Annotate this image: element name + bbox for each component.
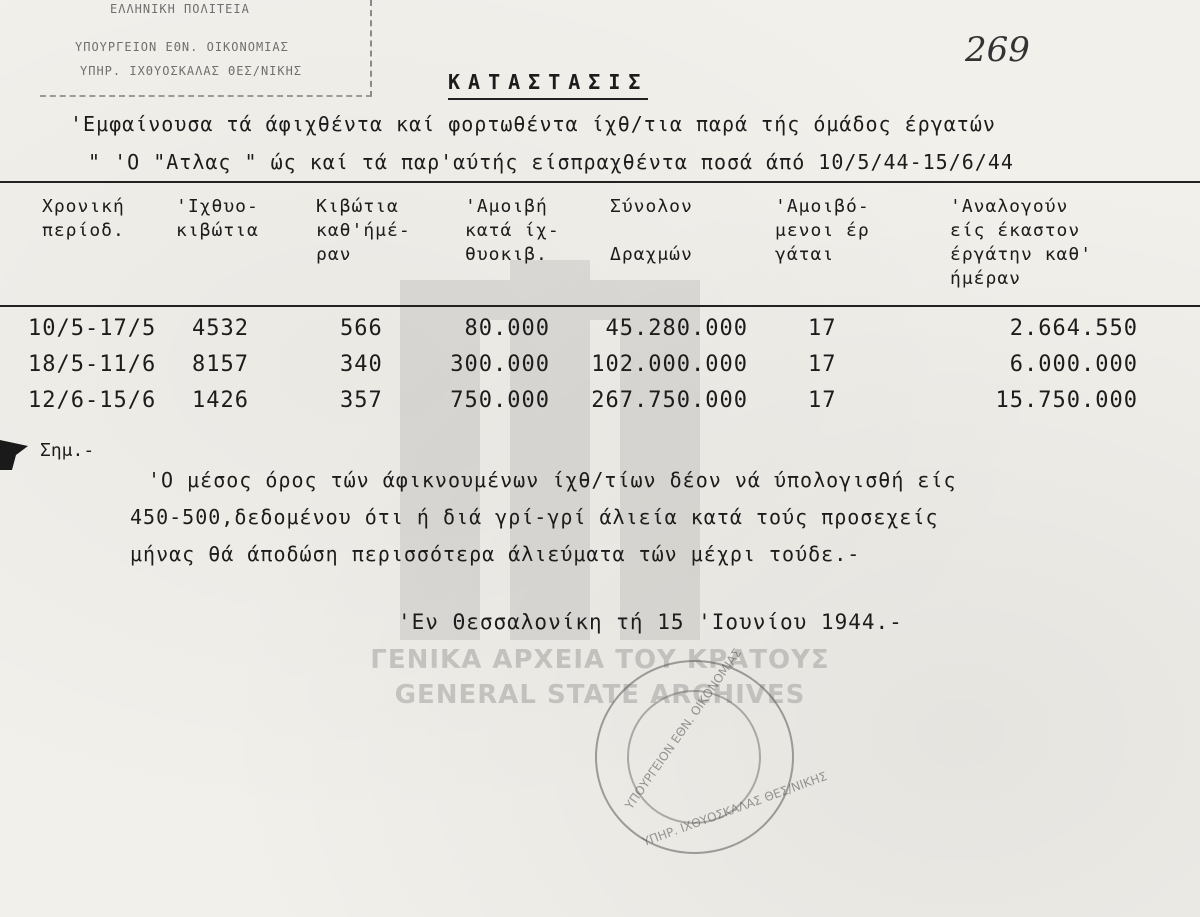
table-cell: 2.664.550 (1009, 316, 1138, 341)
table-cell: 12/6-15/6 (28, 388, 157, 413)
table-cell: 8157 (192, 352, 249, 377)
subtitle-line-1: 'Εμφαίνουσα τά άφιχθέντα καί φορτωθέντα ίχθ/τια παρά τής όμάδος έργατών (70, 112, 996, 136)
table-cell: 267.750.000 (591, 388, 748, 413)
archive-logo-watermark (380, 240, 780, 660)
table-cell: 750.000 (450, 388, 550, 413)
table-cell: 18/5-11/6 (28, 352, 157, 377)
note-line-2: 450-500,δεδομένου ότι ή διά γρί-γρί άλιεία κατά τούς προσεχείς (130, 505, 939, 529)
table-cell: 4532 (192, 316, 249, 341)
table-cell: 357 (340, 388, 383, 413)
seal-text-bottom: ΥΠΗΡ. ΙΧΘΥΟΣΚΑΛΑΣ ΘΕΣ/ΝΙΚΗΣ (640, 769, 829, 849)
table-cell: 6.000.000 (1009, 352, 1138, 377)
header-stamp (40, 0, 372, 97)
table-cell: 80.000 (464, 316, 550, 341)
watermark-greek: ΓΕΝΙΚΑ ΑΡΧΕΙΑ ΤΟΥ ΚΡΑΤΟΥΣ (370, 645, 830, 675)
table-cell: 17 (808, 316, 837, 341)
note-label: Σημ.- (40, 440, 95, 461)
table-cell: 15.750.000 (995, 388, 1138, 413)
column-header-fee-per-box: 'Αμοιβή κατά ίχ- θυοκιβ. (465, 196, 560, 265)
table-cell: 340 (340, 352, 383, 377)
watermark-english: GENERAL STATE ARCHIVES (394, 680, 806, 710)
note-line-1: 'Ο μέσος όρος τών άφικνουμένων ίχθ/τίων δέον νά ύπολογισθή είς (148, 468, 957, 492)
column-header-paid-workers: 'Αμοιβό- μενοι έρ γάται (775, 196, 870, 265)
note-line-3: μήνας θά άποδώση περισσότερα άλιεύματα τών μέχρι τούδε.- (130, 542, 861, 566)
table-cell: 17 (808, 388, 837, 413)
stamp-line-1: ΕΛΛΗΝΙΚΗ ΠΟΛΙΤΕΙΑ (110, 2, 250, 16)
stamp-line-3: ΥΠΗΡ. ΙΧΘΥΟΣΚΑΛΑΣ ΘΕΣ/ΝΙΚΗΣ (80, 64, 303, 78)
table-cell: 17 (808, 352, 837, 377)
stamp-line-2: ΥΠΟΥΡΓΕΙΟΝ ΕΘΝ. ΟΙΚΟΝΟΜΙΑΣ (75, 40, 289, 54)
torn-edge (0, 440, 40, 470)
place-and-date: 'Εν Θεσσαλονίκη τή 15 'Ιουνίου 1944.- (398, 610, 903, 634)
table-cell: 10/5-17/5 (28, 316, 157, 341)
document-title: ΚΑΤΑΣΤΑΣΙΣ (448, 70, 648, 100)
subtitle-line-2: " 'Ο "Ατλας " ώς καί τά παρ'αύτής είσπραχθέντα ποσά άπό 10/5/44-15/6/44 (88, 150, 1014, 174)
table-cell: 45.280.000 (605, 316, 748, 341)
column-header-share-per-worker: 'Αναλογούν είς έκαστον έργάτην καθ' ήμέραν (950, 196, 1093, 289)
page-number: 269 (965, 30, 1030, 70)
table-cell: 1426 (192, 388, 249, 413)
column-header-boxes-per-day: Κιβώτια καθ'ήμέ- ραν (316, 196, 411, 265)
table-header-rule (0, 305, 1200, 307)
table-top-rule (0, 181, 1200, 183)
table-cell: 566 (340, 316, 383, 341)
column-header-period: Χρονική περίοδ. (42, 196, 125, 241)
table-cell: 300.000 (450, 352, 550, 377)
column-header-fishboxes: 'Ιχθυο- κιβώτια (176, 196, 259, 241)
seal-text-top: ΥΠΟΥΡΓΕΙΟΝ ΕΘΝ. ΟΙΚΟΝΟΜΙΑΣ (622, 646, 745, 812)
table-cell: 102.000.000 (591, 352, 748, 377)
column-header-total-drachmas: Σύνολον Δραχμών (610, 196, 693, 265)
